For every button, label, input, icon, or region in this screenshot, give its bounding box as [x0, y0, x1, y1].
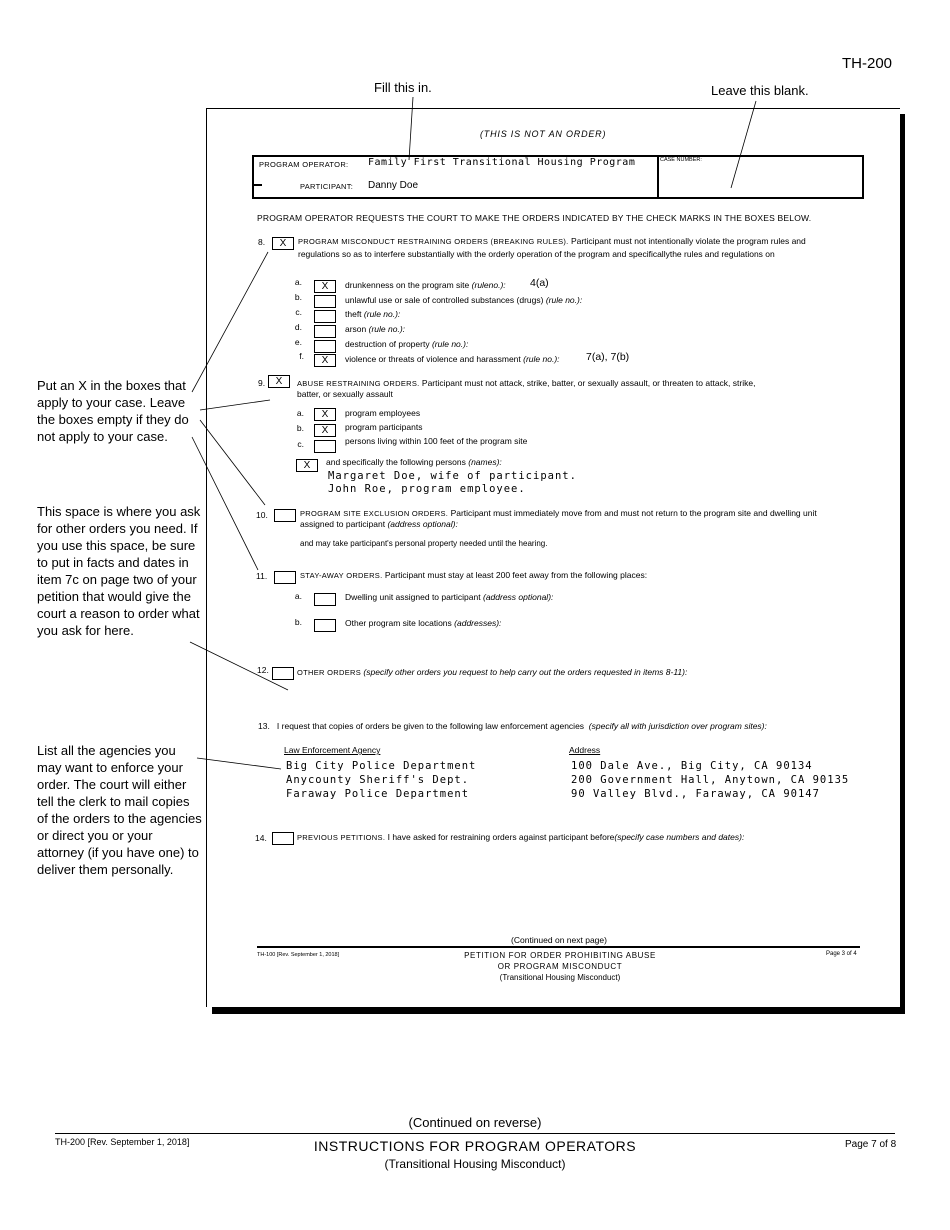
item-8a-text: [345, 280, 506, 290]
item-8c-note: (rule no.):: [363, 309, 401, 319]
item-8e-note: (rule no.):: [431, 339, 469, 349]
item-9-specific-checkbox: X: [296, 459, 318, 472]
item-9b-text: program participants: [345, 422, 423, 432]
item-11-heading: STAY-AWAY ORDERS.: [300, 571, 383, 580]
item-8f-checkbox: X: [314, 354, 336, 367]
item-9b-checkbox: X: [314, 424, 336, 437]
item-8-number: 8.: [258, 237, 266, 247]
address-1: 100 Dale Ave., Big City, CA 90134: [571, 760, 813, 772]
item-8d-letter: d.: [294, 322, 302, 332]
item-9a-checkbox: X: [314, 408, 336, 421]
item-9-checkbox: X: [268, 375, 290, 388]
item-8f-label: violence or threats of violence and harassment: [345, 354, 521, 364]
item-13-note: (specify all with jurisdiction over program sites):: [588, 721, 767, 731]
item-10-checkbox: [274, 509, 296, 522]
item-9-specific-label: and specifically the following persons: [326, 457, 466, 467]
page-footer-title: INSTRUCTIONS FOR PROGRAM OPERATORS: [313, 1138, 637, 1154]
item-10-body: Participant must immediately move from and must not return to the program site and dwelling unit assigned to participant: [300, 508, 817, 529]
item-8e-text: [345, 339, 468, 349]
item-8b-text: [345, 295, 582, 305]
page-footer-rule: [55, 1133, 895, 1134]
item-11a-checkbox: [314, 593, 336, 606]
callout-leave-blank: Leave this blank.: [711, 83, 809, 98]
item-14-number: 14.: [255, 833, 267, 843]
item-8b-letter: b.: [294, 292, 302, 302]
sample-continued: (Continued on next page): [511, 935, 607, 945]
sample-footer-title-1: PETITION FOR ORDER PROHIBITING ABUSE: [464, 951, 656, 960]
sample-footer-page: Page 3 of 4: [826, 951, 857, 957]
item-8d-label: arson: [345, 324, 367, 334]
item-8f-value: 7(a), 7(b): [586, 351, 630, 363]
item-8a-label: drunkenness on the program site: [345, 280, 470, 290]
callout-other-orders: This space is where you ask for other orders you need. If you use this space, be sure to put in facts and dates in item 7c on page two of your petition that would give the court a reason to order what you ask for here.: [37, 504, 201, 638]
item-14-checkbox: [272, 832, 294, 845]
agency-3: Faraway Police Department: [286, 788, 470, 800]
item-14-heading: PREVIOUS PETITIONS.: [297, 833, 386, 842]
item-11a-label: Dwelling unit assigned to participant: [345, 592, 481, 602]
item-8d-text: [345, 324, 405, 334]
item-8c-checkbox: [314, 310, 336, 323]
sample-footer-title-3: (Transitional Housing Misconduct): [499, 973, 621, 982]
page-footer-subtitle: (Transitional Housing Misconduct): [384, 1157, 566, 1171]
item-10-number: 10.: [256, 510, 268, 520]
item-9b-letter: b.: [296, 423, 304, 433]
item-11b-checkbox: [314, 619, 336, 632]
address-column-header: Address: [569, 745, 601, 755]
item-10-heading: PROGRAM SITE EXCLUSION ORDERS.: [300, 509, 449, 518]
item-8f-text: [345, 354, 560, 364]
item-8a-value: 4(a): [530, 277, 549, 289]
item-8a-letter: a.: [294, 277, 302, 287]
item-9c-checkbox: [314, 440, 336, 453]
item-11-number: 11.: [256, 571, 268, 581]
item-9-body: Participant must not attack, strike, batter, or sexually assault, or threaten to attack, strike, batter, or sexually assault: [297, 378, 756, 399]
item-12-checkbox: [272, 667, 294, 680]
item-9-text: [297, 378, 757, 400]
item-8d-note: (rule no.):: [368, 324, 406, 334]
item-8-text: [298, 235, 808, 260]
sample-footer-title-2: OR PROGRAM MISCONDUCT: [497, 962, 623, 971]
callout-put-x: Put an X in the boxes that apply to your case. Leave the boxes empty if they do not apply to your case.: [37, 378, 189, 444]
item-8b-label: unlawful use or sale of controlled substances (drugs): [345, 295, 544, 305]
item-8e-checkbox: [314, 340, 336, 353]
item-12-number: 12.: [257, 665, 269, 675]
item-9c-letter: c.: [297, 439, 304, 449]
item-11-text: [300, 570, 647, 580]
participant-value: Danny Doe: [368, 180, 419, 191]
item-8e-label: destruction of property: [345, 339, 430, 349]
item-8d-checkbox: [314, 325, 336, 338]
item-14-note: (specify case numbers and dates):: [614, 832, 745, 842]
address-2: 200 Government Hall, Anytown, CA 90135: [571, 774, 850, 786]
not-an-order: (THIS IS NOT AN ORDER): [480, 129, 607, 139]
item-12-note: (specify other orders you request to help carry out the orders requested in items 8-11):: [363, 667, 688, 677]
callout-agencies: List all the agencies you may want to enforce your order. The court will either tell the clerk to mail copies of the orders to the agencies or direct you or your attorney (if you have one) to deliver them personally.: [37, 743, 202, 877]
program-operator-value: Family First Transitional Housing Program: [368, 157, 636, 168]
page-footer-page: Page 7 of 8: [845, 1139, 897, 1150]
item-10-note: (address optional):: [387, 519, 458, 529]
item-13-body: I request that copies of orders be given to the following law enforcement agencies: [276, 721, 585, 731]
item-8-heading: PROGRAM MISCONDUCT RESTRAINING ORDERS (BREAKING RULES).: [298, 237, 569, 246]
item-9a-text: program employees: [345, 408, 421, 418]
item-8c-label: theft: [345, 309, 362, 319]
item-13-text: [258, 721, 767, 731]
participant-label: PARTICIPANT:: [300, 182, 354, 191]
item-13-number: 13.: [258, 721, 270, 731]
item-10-text: [300, 508, 840, 530]
case-number-label: CASE NUMBER:: [660, 157, 702, 163]
item-9-specific-note: (names):: [468, 457, 502, 467]
agency-column-header: Law Enforcement Agency: [284, 745, 381, 755]
item-11b-letter: b.: [294, 617, 302, 627]
item-8-body: Participant must not intentionally violate the program rules and regulations so as to interfere substantially with the orderly operation of the program and specificallythe rules and regulations on: [298, 236, 806, 259]
item-9-heading: ABUSE RESTRAINING ORDERS.: [297, 379, 420, 388]
item-11a-letter: a.: [294, 591, 302, 601]
item-8c-text: [345, 309, 400, 319]
item-8f-note: (rule no.):: [523, 354, 560, 364]
sample-footer-left: TH-100 [Rev. September 1, 2018]: [257, 952, 340, 958]
caption-divider: [657, 155, 659, 197]
item-9-specific-text: [326, 457, 502, 467]
agency-1: Big City Police Department: [286, 760, 477, 772]
sample-footer-rule: [257, 946, 860, 948]
item-11b-label: Other program site locations: [345, 618, 452, 628]
request-line: PROGRAM OPERATOR REQUESTS THE COURT TO MAKE THE ORDERS INDICATED BY THE CHECK MARKS IN THE BOXES BELOW.: [257, 213, 812, 223]
page-continued: (Continued on reverse): [408, 1115, 542, 1130]
item-8b-checkbox: [314, 295, 336, 308]
agency-2: Anycounty Sheriff's Dept.: [286, 774, 470, 786]
page-footer-left: TH-200 [Rev. September 1, 2018]: [55, 1137, 190, 1147]
item-9-name-2: John Roe, program employee.: [328, 483, 526, 495]
item-10-extra: and may take participant's personal property needed until the hearing.: [300, 539, 548, 548]
item-8a-note: (ruleno.):: [471, 280, 506, 290]
item-11a-text: [345, 592, 553, 602]
program-operator-label: PROGRAM OPERATOR:: [259, 160, 349, 169]
item-11b-text: [345, 618, 501, 628]
item-8f-letter: f.: [299, 351, 304, 361]
caption-tick: [252, 184, 262, 186]
item-8-checkbox: X: [272, 237, 294, 250]
item-12-text: [297, 667, 687, 677]
item-8c-letter: c.: [295, 307, 302, 317]
item-11-checkbox: [274, 571, 296, 584]
item-12-heading: OTHER ORDERS: [297, 668, 362, 677]
item-11a-note: (address optional):: [482, 592, 554, 602]
item-14-body: I have asked for restraining orders against participant before: [387, 832, 615, 842]
item-8b-note: (rule no.):: [545, 295, 583, 305]
item-14-text: [297, 832, 744, 842]
form-id: TH-200: [842, 55, 893, 72]
item-8e-letter: e.: [294, 337, 302, 347]
item-9-name-1: Margaret Doe, wife of participant.: [328, 470, 577, 482]
item-9a-letter: a.: [296, 408, 304, 418]
address-3: 90 Valley Blvd., Faraway, CA 90147: [571, 788, 820, 800]
item-11-body: Participant must stay at least 200 feet away from the following places:: [384, 570, 648, 580]
item-8a-checkbox: X: [314, 280, 336, 293]
item-9-number: 9.: [258, 378, 266, 388]
callout-fill-in: Fill this in.: [374, 80, 432, 95]
item-11b-note: (addresses):: [454, 618, 502, 628]
item-9c-text: persons living within 100 feet of the program site: [345, 436, 528, 446]
